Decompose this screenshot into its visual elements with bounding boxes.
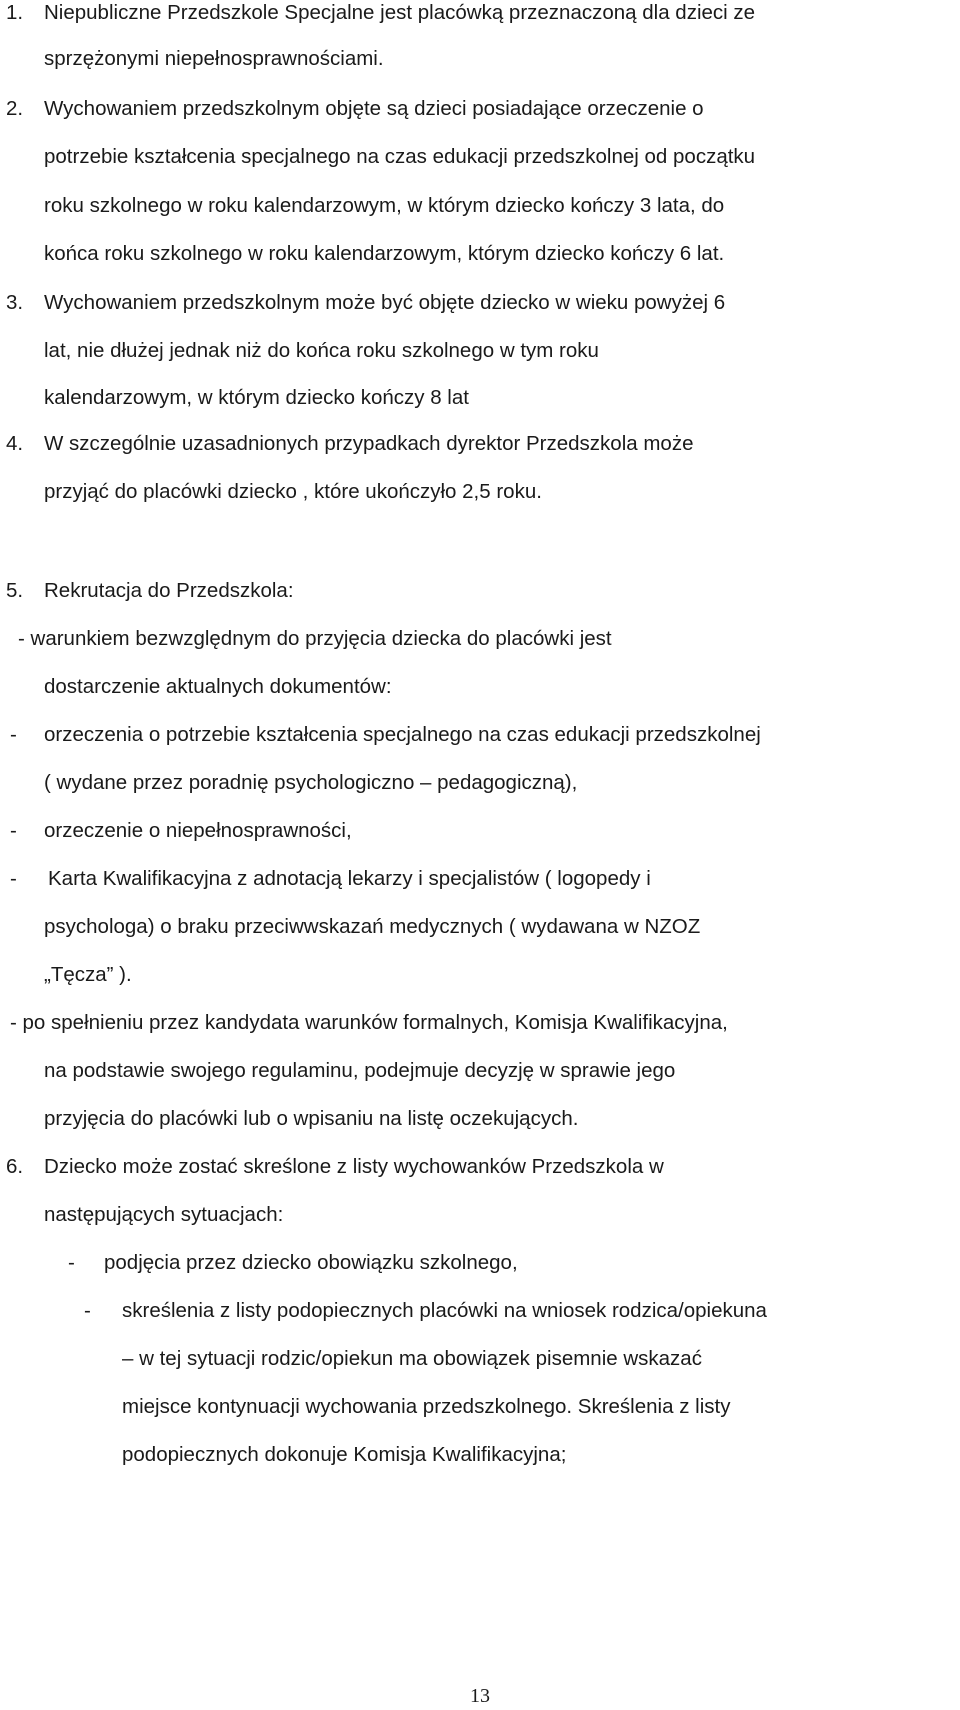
- item-5-bullet-1-line-2: ( wydane przez poradnię psychologiczno – pedagogiczną),: [44, 771, 578, 794]
- item-6-number: 6.: [6, 1155, 24, 1178]
- item-3-line-1: Wychowaniem przedszkolnym może być objęte dziecko w wieku powyżej 6: [44, 291, 726, 314]
- item-1-line-1: Niepubliczne Przedszkole Specjalne jest placówką przeznaczoną dla dzieci ze: [44, 1, 756, 24]
- item-2-line-4: końca roku szkolnego w roku kalendarzowym, którym dziecko kończy 6 lat.: [44, 242, 725, 265]
- item-6-line-1: Dziecko może zostać skreślone z listy wychowanków Przedszkola w: [44, 1155, 664, 1178]
- item-5-condition-line-2: dostarczenie aktualnych dokumentów:: [44, 675, 392, 698]
- item-1-number: 1.: [6, 1, 24, 24]
- item-6-bullet-1-line-1: podjęcia przez dziecko obowiązku szkolnego,: [104, 1251, 518, 1274]
- item-5-bullet-3-dash: -: [10, 867, 17, 890]
- item-6-line-2: następujących sytuacjach:: [44, 1203, 284, 1226]
- item-3-line-3: kalendarzowym, w którym dziecko kończy 8 lat: [44, 386, 469, 409]
- item-5-decision-line-3: przyjęcia do placówki lub o wpisaniu na listę oczekujących.: [44, 1107, 579, 1130]
- item-5-bullet-1-line-1: orzeczenia o potrzebie kształcenia specjalnego na czas edukacji przedszkolnej: [44, 723, 761, 746]
- item-5-decision-line-1: - po spełnieniu przez kandydata warunków formalnych, Komisja Kwalifikacyjna,: [10, 1011, 728, 1034]
- item-6-bullet-1-dash: -: [68, 1251, 75, 1274]
- item-6-bullet-2-dash: -: [84, 1299, 91, 1322]
- item-6-bullet-2-line-3: miejsce kontynuacji wychowania przedszkolnego. Skreślenia z listy: [122, 1395, 731, 1418]
- item-5-decision-line-2: na podstawie swojego regulaminu, podejmuje decyzję w sprawie jego: [44, 1059, 676, 1082]
- item-6-bullet-2-line-4: podopiecznych dokonuje Komisja Kwalifikacyjna;: [122, 1443, 567, 1466]
- item-5-heading: Rekrutacja do Przedszkola:: [44, 579, 294, 602]
- item-2-number: 2.: [6, 97, 24, 120]
- item-6-bullet-2-line-2: – w tej sytuacji rodzic/opiekun ma obowiązek pisemnie wskazać: [122, 1347, 702, 1370]
- item-2-line-2: potrzebie kształcenia specjalnego na czas edukacji przedszkolnej od początku: [44, 145, 756, 168]
- item-5-bullet-2-dash: -: [10, 819, 17, 842]
- item-6-bullet-2-line-1: skreślenia z listy podopiecznych placówki na wniosek rodzica/opiekuna: [122, 1299, 767, 1322]
- item-5-bullet-2-line-1: orzeczenie o niepełnosprawności,: [44, 819, 352, 842]
- item-2-line-1: Wychowaniem przedszkolnym objęte są dzieci posiadające orzeczenie o: [44, 97, 704, 120]
- item-1-line-2: sprzężonymi niepełnosprawnościami.: [44, 47, 384, 70]
- item-4-line-1: W szczególnie uzasadnionych przypadkach dyrektor Przedszkola może: [44, 432, 694, 455]
- item-4-number: 4.: [6, 432, 24, 455]
- item-5-bullet-3-line-3: „Tęcza” ).: [44, 963, 132, 986]
- item-5-bullet-3-line-2: psychologa) o braku przeciwwskazań medycznych ( wydawana w NZOZ: [44, 915, 701, 938]
- item-5-bullet-3-line-1: Karta Kwalifikacyjna z adnotacją lekarzy i specjalistów ( logopedy i: [48, 867, 651, 890]
- item-2-line-3: roku szkolnego w roku kalendarzowym, w którym dziecko kończy 3 lata, do: [44, 194, 725, 217]
- item-5-bullet-1-dash: -: [10, 723, 17, 746]
- item-3-line-2: lat, nie dłużej jednak niż do końca roku szkolnego w tym roku: [44, 339, 599, 362]
- item-4-line-2: przyjąć do placówki dziecko , które ukończyło 2,5 roku.: [44, 480, 542, 503]
- item-5-condition-line-1: - warunkiem bezwzględnym do przyjęcia dziecka do placówki jest: [18, 627, 612, 650]
- page-number: 13: [470, 1685, 490, 1707]
- item-3-number: 3.: [6, 291, 24, 314]
- item-5-number: 5.: [6, 579, 24, 602]
